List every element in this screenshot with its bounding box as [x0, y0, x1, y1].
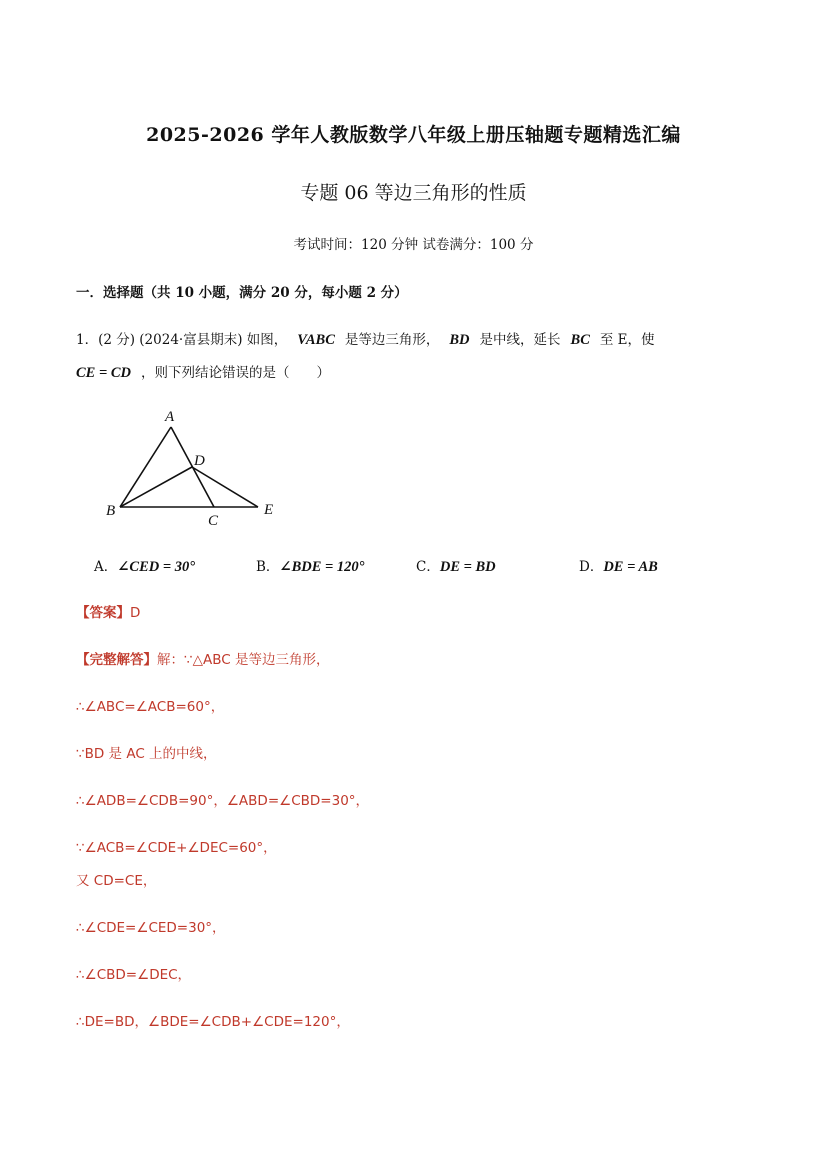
question-1-text-3: 至 E，使: [599, 332, 655, 348]
segment-de: [192, 467, 258, 507]
label-c: C: [208, 513, 219, 529]
option-a-letter: A．: [94, 559, 118, 575]
topic-subtitle: 专题 06 等边三角形的性质: [300, 182, 527, 204]
option-c: [416, 555, 496, 576]
question-1-text-2: 是中线，延长: [479, 332, 561, 348]
exam-info: 考试时间：120 分钟 试卷满分：100 分: [293, 237, 534, 253]
math-triangle-abc: VABC: [297, 332, 335, 348]
solution-line: ∴∠ADB=∠CDB=90°，∠ABD=∠CBD=30°，: [76, 793, 370, 809]
math-bd: BD: [449, 332, 470, 348]
solution-line: 又 CD=CE，: [76, 873, 157, 889]
solution-line: ∵BD 是 AC 上的中线，: [76, 746, 217, 762]
label-a: A: [165, 409, 175, 425]
answer-line: [76, 601, 140, 621]
label-e: E: [264, 502, 274, 518]
answer-tag: 【答案】: [76, 605, 130, 621]
option-a-expr: ∠CED = 30°: [117, 559, 196, 575]
solution-intro-line: [76, 648, 329, 668]
question-1-text-4: ，则下列结论错误的是（ ）: [141, 365, 330, 381]
edge-ba: [120, 427, 171, 507]
question-1-line-1: [76, 328, 655, 349]
solution-line: ∵∠ACB=∠CDE+∠DEC=60°，: [76, 840, 277, 856]
label-d: D: [194, 453, 205, 469]
question-1-text-1: 是等边三角形，: [344, 332, 440, 348]
solution-tag: 【完整解答】: [76, 652, 157, 668]
option-d-letter: D．: [579, 559, 604, 575]
option-d: [579, 555, 658, 576]
option-c-letter: C．: [416, 559, 440, 575]
option-b: [256, 555, 364, 576]
solution-line: ∴∠ABC=∠ACB=60°，: [76, 699, 225, 715]
solution-line: ∴∠CDE=∠CED=30°，: [76, 920, 226, 936]
option-a: [94, 555, 195, 576]
option-b-letter: B．: [256, 559, 280, 575]
section-heading: 一．选择题（共 10 小题，满分 20 分，每小题 2 分）: [76, 285, 408, 301]
math-bc: BC: [570, 332, 590, 348]
solution-line: ∴DE=BD，∠BDE=∠CDB+∠CDE=120°，: [76, 1014, 350, 1030]
answer-value: D: [130, 605, 141, 621]
segment-bd: [120, 467, 192, 507]
math-ce-eq-cd: CE = CD: [76, 365, 131, 381]
label-b: B: [106, 503, 116, 519]
solution-line: ∴∠CBD=∠DEC，: [76, 967, 192, 983]
option-b-expr: ∠BDE = 120°: [279, 559, 365, 575]
solution-intro: 解：∵△ABC 是等边三角形，: [157, 652, 330, 668]
question-1-line-2: [76, 361, 330, 382]
option-d-expr: DE = AB: [603, 559, 658, 575]
option-c-expr: DE = BD: [439, 559, 496, 575]
question-1-prefix: 1．(2 分) (2024·富县期末) 如图，: [76, 332, 288, 348]
document-title: 2025-2026 学年人教版数学八年级上册压轴题专题精选汇编: [146, 124, 681, 146]
triangle-figure: [100, 402, 290, 532]
